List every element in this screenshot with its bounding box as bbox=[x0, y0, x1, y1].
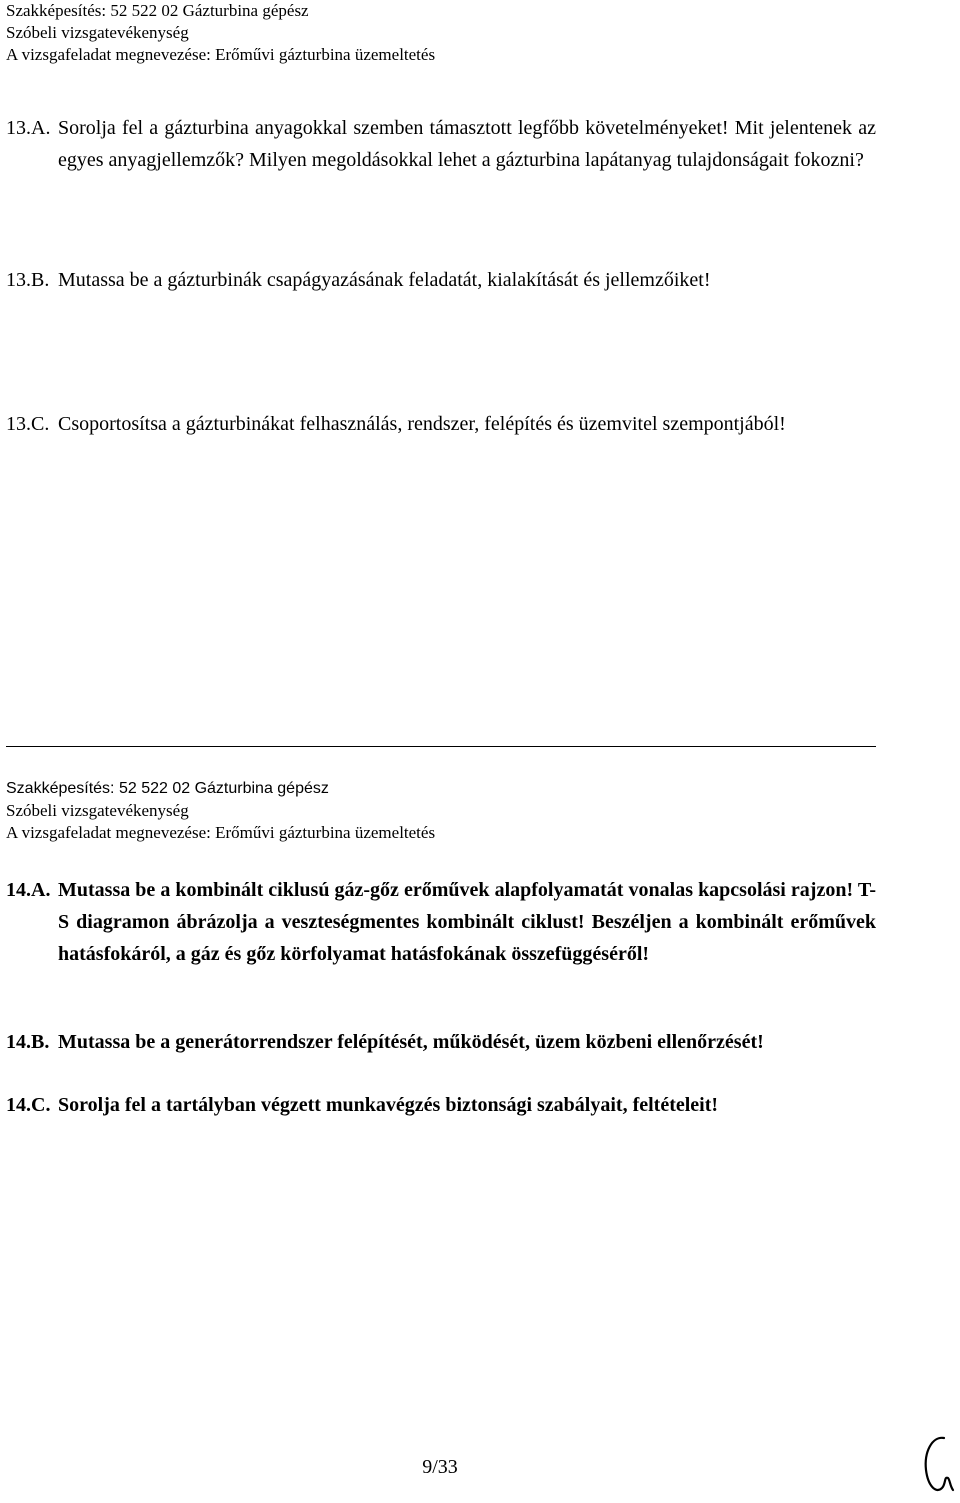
task-number: 13.A. bbox=[6, 117, 51, 139]
task-number: 13.B. bbox=[6, 269, 50, 291]
task-text: Mutassa be a gázturbinák csapágyazásának feladatát, kialakítását és jellemzőiket! bbox=[58, 269, 711, 291]
header-exam-type: Szóbeli vizsgatevékenység bbox=[6, 23, 189, 42]
page-header bbox=[6, 0, 435, 66]
page-number: 9/33 bbox=[422, 1456, 458, 1478]
task-text: Sorolja fel a tartályban végzett munkavégzés biztonsági szabályait, feltételeit! bbox=[58, 1094, 719, 1116]
header-qualification: Szakképesítés: 52 522 02 Gázturbina gépész bbox=[6, 780, 329, 797]
task-14b bbox=[6, 1026, 876, 1058]
task-14c bbox=[6, 1089, 876, 1121]
task-13a bbox=[6, 112, 876, 176]
task-text: Sorolja fel a gázturbina anyagokkal szemben támasztott legfőbb követelményeket! Mit jelentenek az egyes anyagjellemzők? Milyen megoldásokkal lehet a gázturbina lapátanyag tulajdonságait fokozni? bbox=[58, 117, 876, 171]
task-text: Mutassa be a generátorrendszer felépítését, működését, üzem közbeni ellenőrzését! bbox=[58, 1031, 764, 1053]
task-number: 14.C. bbox=[6, 1094, 51, 1116]
task-13b bbox=[6, 264, 876, 296]
task-number: 14.A. bbox=[6, 879, 51, 901]
section-divider bbox=[6, 746, 876, 747]
task-number: 14.B. bbox=[6, 1031, 50, 1053]
header-task-name: A vizsgafeladat megnevezése: Erőművi gázturbina üzemeltetés bbox=[6, 823, 436, 842]
task-14a bbox=[6, 874, 876, 970]
task-number: 13.C. bbox=[6, 413, 50, 435]
header-exam-type: Szóbeli vizsgatevékenység bbox=[6, 801, 189, 820]
task-text: Csoportosítsa a gázturbinákat felhasználás, rendszer, felépítés és üzemvitel szempontjából! bbox=[58, 413, 786, 435]
section-header bbox=[6, 778, 435, 844]
task-text: Mutassa be a kombinált ciklusú gáz-gőz erőművek alapfolyamatát vonalas kapcsolási rajzon! T-S diagramon ábrázolja a veszteségmentes kombinált ciklust! Beszéljen a kombinált erőművek hatásfokáról, a gáz és gőz körfolyamat hatásfokának összefüggéséről! bbox=[58, 879, 876, 965]
header-task-name: A vizsgafeladat megnevezése: Erőművi gázturbina üzemeltetés bbox=[6, 45, 436, 64]
header-qualification: Szakképesítés: 52 522 02 Gázturbina gépész bbox=[6, 1, 309, 20]
task-13c bbox=[6, 408, 876, 440]
signature-mark bbox=[918, 1432, 956, 1498]
